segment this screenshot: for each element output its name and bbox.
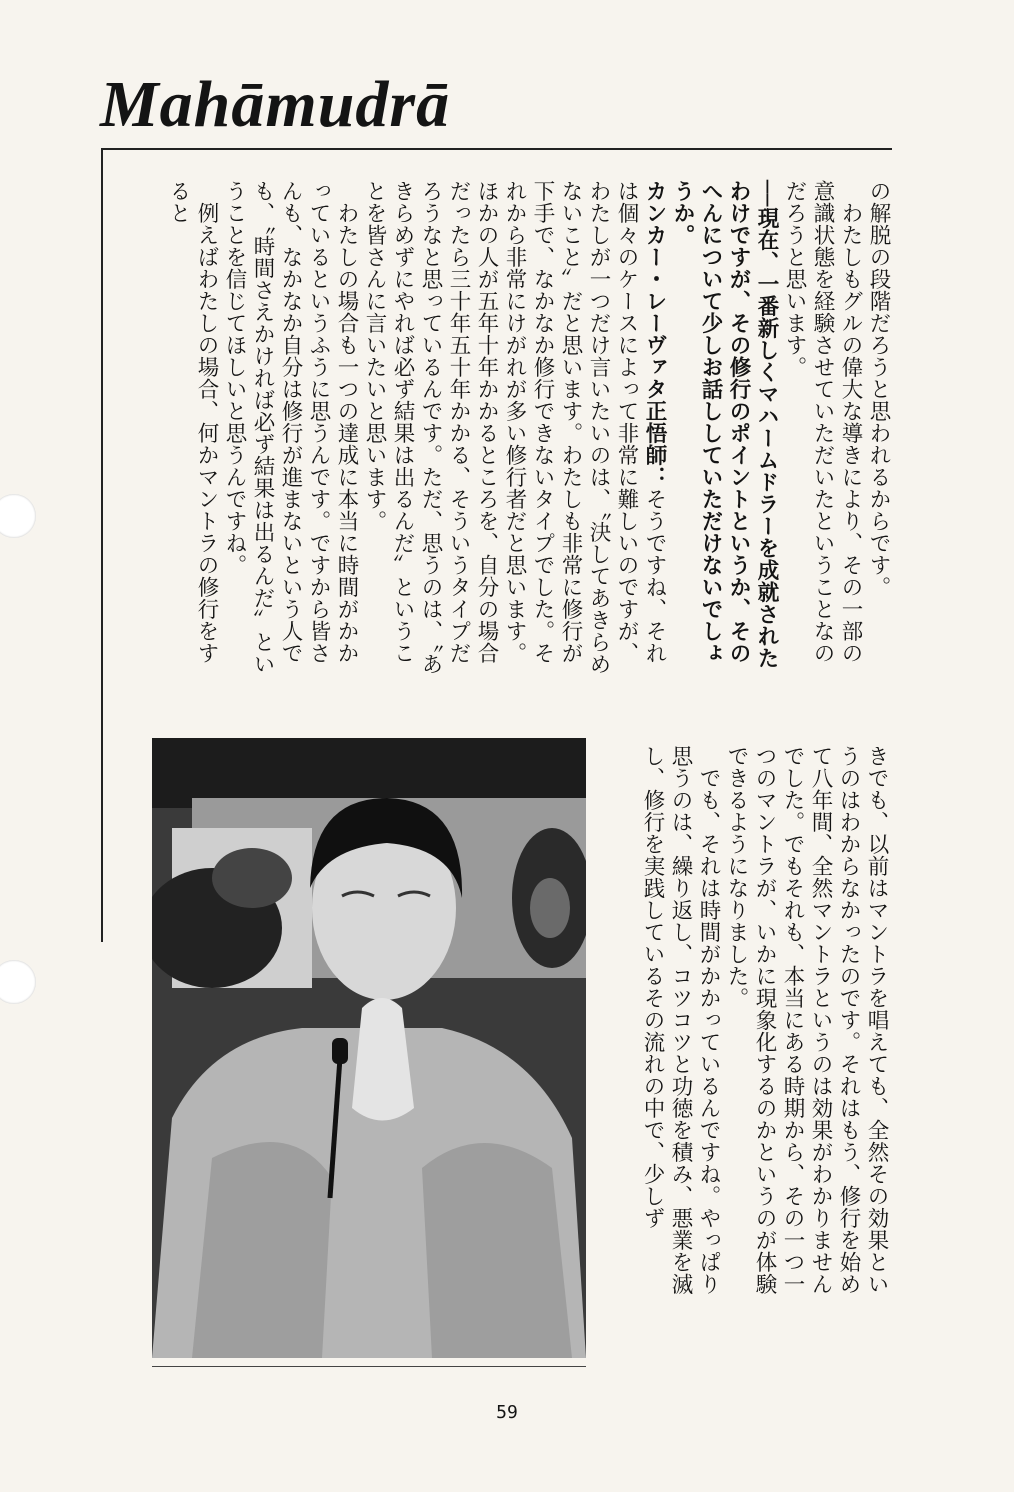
body-paragraph: 例えばわたしの場合、何かマントラの修行をすると [166,180,219,664]
speaker-name: カンカー・レーヴァタ正悟師： [642,180,667,488]
article-body-bottom [638,745,890,1315]
body-paragraph: きでも、以前はマントラを唱えても、全然その効果というのはわからなかったのです。それはもう、修行を始めて八年間、全然マントラというのは効果がわかりませんでした。でもそれも、本当にある時期から、その一つ一つのマントラが、いかに現象化するのかというのが体験できるようになりました。 [724,745,889,1295]
photo-praying-man [152,738,586,1358]
body-paragraph: の解脱の段階だろうと思われるからです。 [866,180,891,598]
punch-hole [0,960,36,1004]
punch-hole [0,494,36,538]
speaker-answer [360,180,668,680]
magazine-title: Mahāmudrā [100,68,451,141]
body-paragraph: でも、それは時間がかかっているんですね。やっぱり思うのは、繰り返し、コツコツと功徳を積み、悪業を滅し、修行を実践しているその流れの中で、少しず [640,745,721,1295]
body-paragraph: わたしもグルの偉大な導きにより、その一部の意識状態を経験させていただいたということなのだろうと思います。 [782,180,863,664]
bottom-rule [152,1366,586,1367]
page-number: 59 [496,1402,518,1423]
left-rule [101,148,103,942]
body-paragraph: わたしの場合も一つの達成に本当に時間がかかっているというふうに思うんです。ですから皆さんも、なかなか自分は修行が進まないという人でも、〝時間さえかければ必ず結果は出るんだ〟ということを信じてほしいと思うんですね。 [222,180,359,676]
answer-text: そうですね、それは個々のケースによって非常に難しいのですが、わたしが一つだけ言いたいのは、〝決してあきらめないこと〟だと思います。わたしも非常に修行が下手で、なかなか修行できないタイプでした。それから非常にけがれが多い修行者だと思います。ほかの人が五年十年かかるところを、自分の場合だったら三十年五十年かかる、そういうタイプだろうなと思っているんです。ただ、思うのは、〝あきらめずにやれば必ず結果は出るんだ〟ということを皆さんに言いたいと思います。 [362,180,667,676]
title-rule [102,148,892,150]
article-body-top [164,180,892,680]
interview-question: ──現在、一番新しくマハームドラーを成就されたわけですが、その修行のポイントというか、そのへんについて少しお話ししていただけないでしょうか。 [670,180,779,669]
